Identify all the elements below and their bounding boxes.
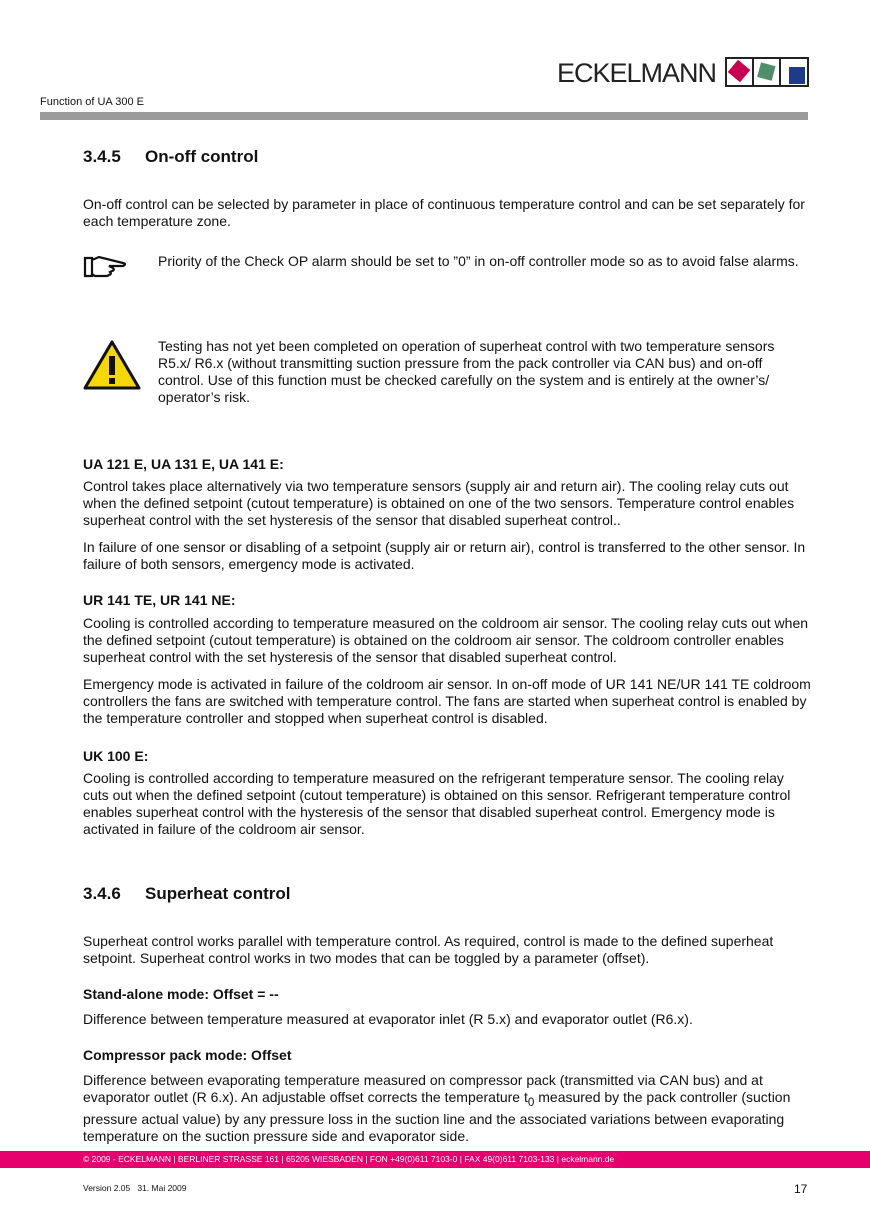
subheading: Stand-alone mode: Offset = -- xyxy=(83,986,279,1002)
paragraph: Control takes place alternatively via two temperature sensors (supply air and return air). The cooling relay cuts out when the defined setpoint (cutout temperature) is obtained on one of the two sensors. Temperature control enables superheat control with the set hysteresis of the sensor that disabled superheat control.. xyxy=(83,478,795,528)
version-info: Version 2.05 31. Mai 2009 xyxy=(83,1183,187,1193)
section-running-title: Function of UA 300 E xyxy=(40,96,144,108)
page-number: 17 xyxy=(794,1182,808,1196)
subheading: UK 100 E: xyxy=(83,748,149,764)
paragraph: Difference between temperature measured at evaporator inlet (R 5.x) and evaporator outlet (R6.x). xyxy=(83,1011,693,1027)
warning-icon xyxy=(83,340,141,390)
header-divider xyxy=(40,112,808,120)
section-number: 3.4.5 xyxy=(83,147,121,166)
note-text: Priority of the Check OP alarm should be set to ”0” in on-off controller mode so as to avoid false alarms. xyxy=(158,253,799,269)
section-title: Superheat control xyxy=(145,884,291,903)
section-number: 3.4.6 xyxy=(83,884,121,903)
section-title: On-off control xyxy=(145,147,259,166)
text: Difference between evaporating temperature measured on compressor pack (transmitted via CAN bus) and at evaporator outlet (R 6.x). An adjustable offset corrects the temperature t xyxy=(83,1072,763,1105)
paragraph: Superheat control works parallel with temperature control. As required, control is made to the defined superheat setpoint. Superheat control works in two modes that can be toggled by a parameter (offset). xyxy=(83,933,774,966)
footer-address: © 2009 - ECKELMANN | BERLINER STRASSE 161 | 65205 WIESBADEN | FON +49(0)611 7103-0 | FAX 49(0)611 7103-133 | eckelmann.de xyxy=(83,1154,615,1164)
paragraph: On-off control can be selected by parameter in place of continuous temperature control and can be set separately for each temperature zone. xyxy=(83,196,805,229)
text: measured by the pack controller (suction pressure actual value) by any pressure loss in the suction line and the associated variations between evaporating temperature on the suction pressure side and evaporator side. xyxy=(83,1089,791,1144)
subheading: Compressor pack mode: Offset xyxy=(83,1047,292,1063)
eckelmann-logo-icon xyxy=(725,57,809,87)
warning-text: Testing has not yet been completed on operation of superheat control with two temperature sensors R5.x/ R6.x (without transmitting suction pressure from the pack controller via CAN bus) and on-off control. Use of this function must be checked carefully on the system and is entirely at the owner’s/ operator’s risk. xyxy=(158,338,775,405)
subheading: UA 121 E, UA 131 E, UA 141 E: xyxy=(83,456,284,472)
subheading: UR 141 TE, UR 141 NE: xyxy=(83,592,236,608)
subscript: 0 xyxy=(527,1095,535,1109)
pointing-hand-icon xyxy=(83,254,129,280)
paragraph: Cooling is controlled according to temperature measured on the refrigerant temperature sensor. The cooling relay cuts out when the defined setpoint (cutout temperature) is obtained on this sensor. Refrigerant temperature control enables superheat control with the hysteresis of the sensor that disabled superheat control. Emergency mode is activated in failure of the coldroom air sensor. xyxy=(83,770,791,837)
section-heading-3-4-5 xyxy=(83,147,258,167)
paragraph: In failure of one sensor or disabling of a setpoint (supply air or return air), control is transferred to the other sensor. In failure of both sensors, emergency mode is activated. xyxy=(83,539,806,572)
footer-band xyxy=(0,1151,870,1168)
paragraph xyxy=(83,1072,811,1145)
logo-wordmark: ECKELMANN xyxy=(557,58,717,88)
section-heading-3-4-6 xyxy=(83,884,290,904)
paragraph: Emergency mode is activated in failure of the coldroom air sensor. In on-off mode of UR 141 NE/UR 141 TE coldroom controllers the fans are switched with temperature control. The fans are started when superheat control is enabled by the temperature controller and stopped when superheat control is disabled. xyxy=(83,676,811,726)
paragraph: Cooling is controlled according to temperature measured on the coldroom air sensor. The cooling relay cuts out when the defined setpoint (cutout temperature) is obtained on the coldroom air sensor. The coldroom controller enables superheat control with the set hysteresis of the sensor that disabled superheat control. xyxy=(83,615,809,665)
